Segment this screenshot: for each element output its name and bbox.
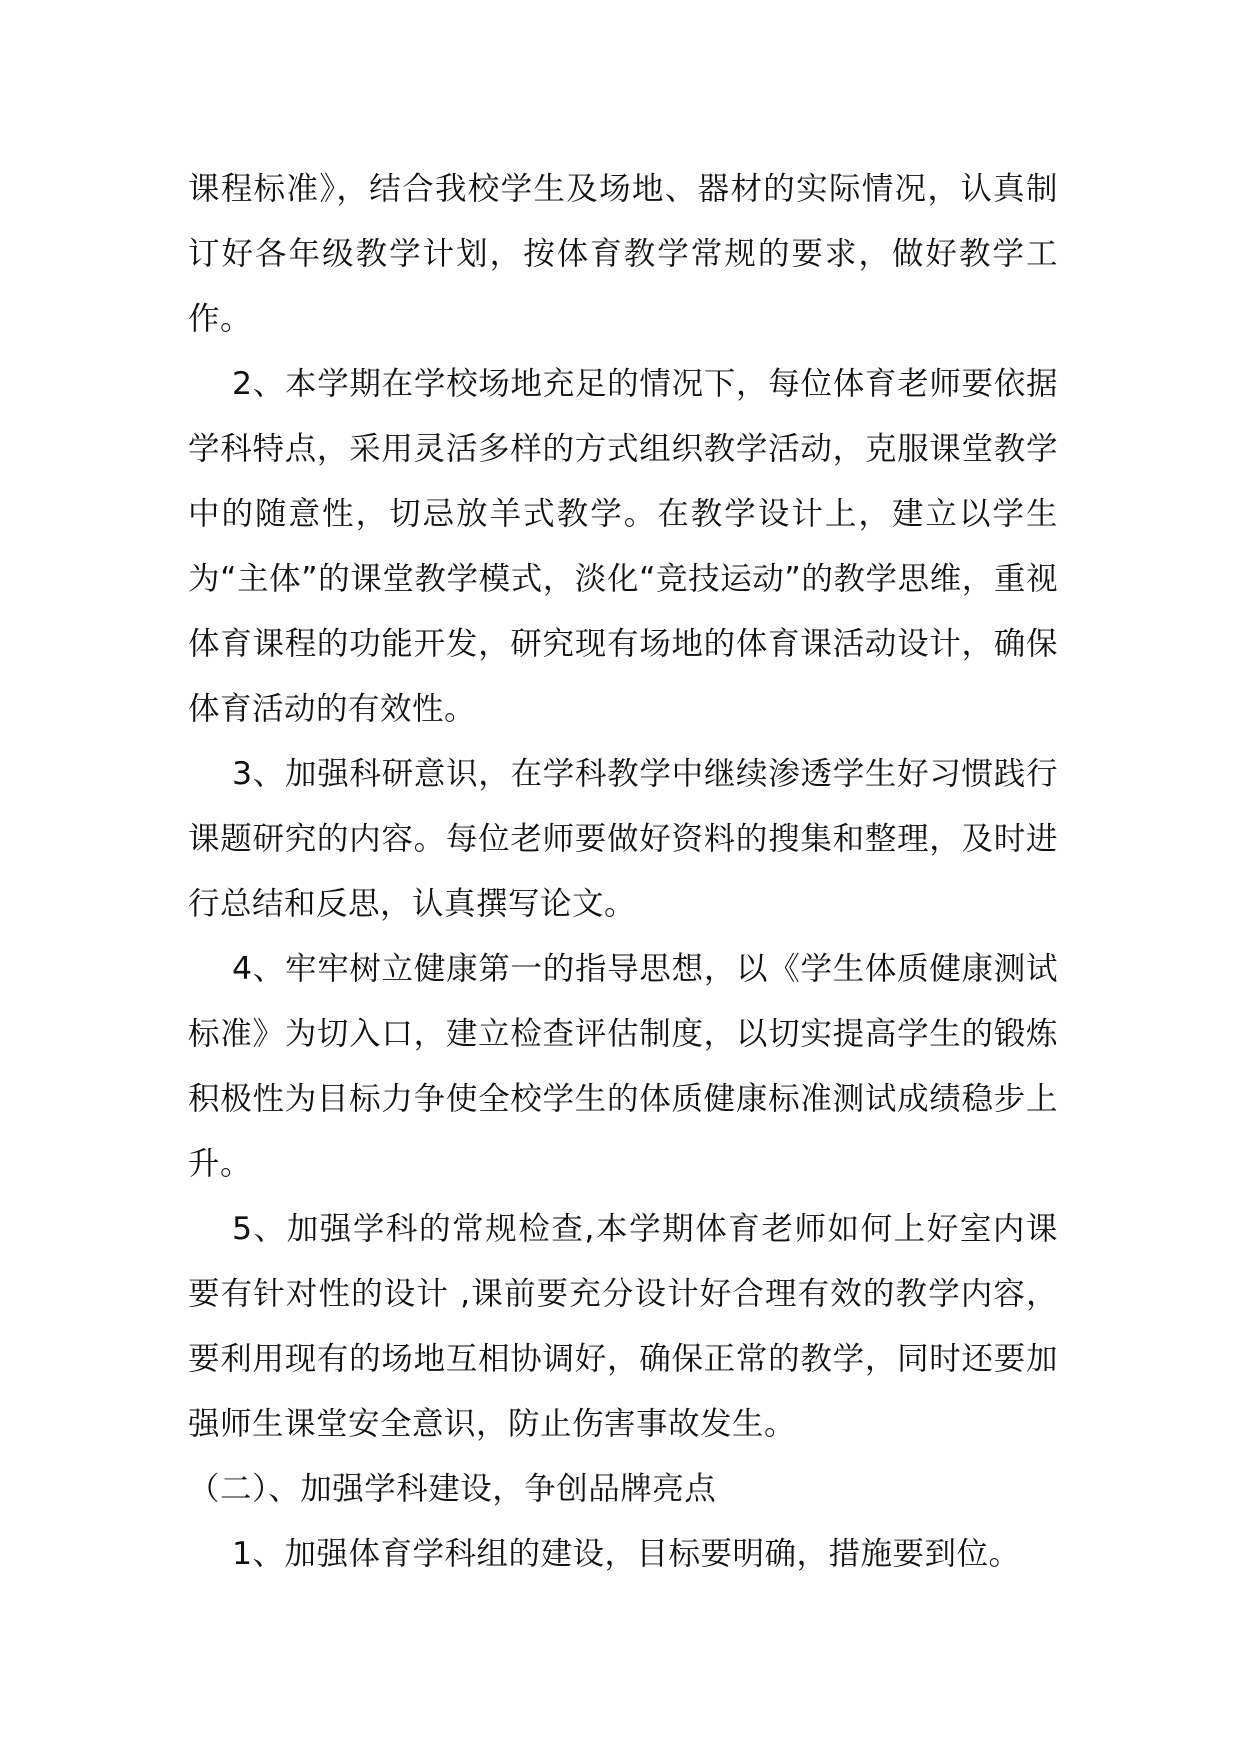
paragraph-item-2: 2、本学期在学校场地充足的情况下，每位体育老师要依据学科特点，采用灵活多样的方式组织教学活动，克服课堂教学中的随意性，切忌放羊式教学。在教学设计上，建立以学生为“主体”的课堂教学模式，淡化“竞技运动”的教学思维，重视体育课程的功能开发，研究现有场地的体育课活动设计，确保体育活动的有效性。 [188, 366, 1058, 727]
paragraph-curriculum-standard: 课程标准》，结合我校学生及场地、器材的实际情况，认真制订好各年级教学计划，按体育教学常规的要求，做好教学工作。 [188, 171, 1058, 337]
document-body [188, 157, 1058, 1587]
paragraph-item-5: 5、加强学科的常规检查,本学期体育老师如何上好室内课要有针对性的设计 ,课前要充分设计好合理有效的教学内容，要利用现有的场地互相协调好，确保正常的教学，同时还要加强师生课堂安全意识，防止伤害事故发生。 [188, 1211, 1058, 1442]
paragraph-item-3: 3、加强科研意识，在学科教学中继续渗透学生好习惯践行课题研究的内容。每位老师要做好资料的搜集和整理，及时进行总结和反思，认真撰写论文。 [188, 756, 1058, 922]
paragraph-item-1: 1、加强体育学科组的建设，目标要明确，措施要到位。 [232, 1536, 1021, 1572]
section-heading-2: （二）、加强学科建设，争创品牌亮点 [188, 1471, 717, 1507]
paragraph-item-4: 4、牢牢树立健康第一的指导思想，以《学生体质健康测试标准》为切入口，建立检查评估制度，以切实提高学生的锻炼积极性为目标力争使全校学生的体质健康标准测试成绩稳步上升。 [188, 951, 1058, 1182]
